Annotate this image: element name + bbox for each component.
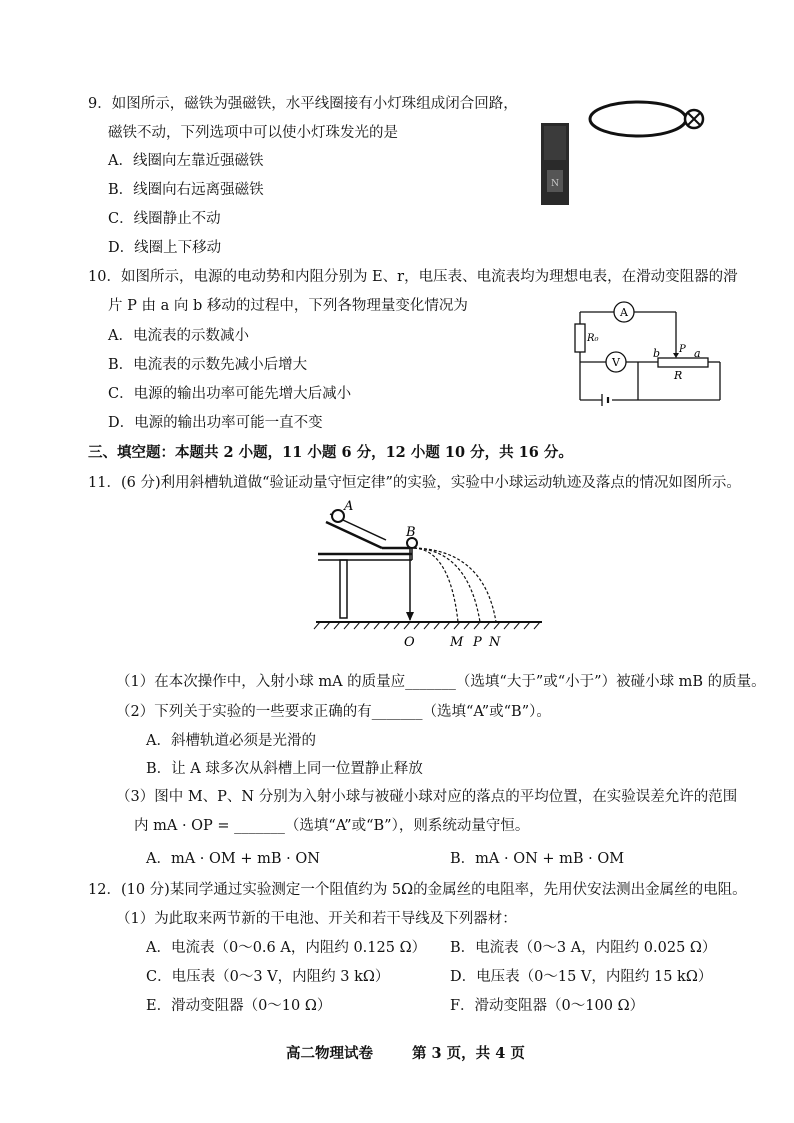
q12-option-c: C．电压表（0～3 V，内阻约 3 kΩ） [146,969,390,985]
p-label: P [679,344,686,355]
q12-option-a: A．电流表（0～0.6 A，内阻约 0.125 Ω） [146,940,427,956]
q9-option-a: A．线圈向左靠近强磁铁 [108,153,264,169]
label-a: A [344,499,354,514]
q10-option-d: D．电源的输出功率可能一直不变 [108,415,323,431]
q10-stem-line2: 片 P 由 a 向 b 移动的过程中，下列各物理量变化情况为 [108,298,468,314]
trajectory-m [414,548,458,622]
q11-sub2: （2）下列关于实验的一些要求正确的有_______（选填“A”或“B”）。 [116,704,551,720]
q12-option-d: D．电压表（0～15 V，内阻约 15 kΩ） [450,969,713,985]
q10-option-b: B．电流表的示数先减小后增大 [108,357,308,373]
magnet-n-label: N [551,179,559,189]
q9-coil-figure [588,98,710,140]
q11-sub2-option-b: B．让 A 球多次从斜槽上同一位置静止释放 [146,761,423,777]
q9-magnet-figure [540,122,570,206]
q9-stem-line1: 9．如图所示，磁铁为强磁铁，水平线圈接有小灯珠组成闭合回路， [88,96,518,112]
label-b: B [406,525,416,540]
q10-stem-line1: 10．如图所示，电源的电动势和内阻分别为 E、r，电压表、电流表均为理想电表，在滑动变阻器的滑 [88,269,738,285]
a-label: a [694,347,701,360]
q11-sub3-option-a: A．mA · OM + mB · ON [146,851,320,867]
footer-title: 高二物理试卷 [286,1045,373,1062]
q11-sub2-option-a: A．斜槽轨道必须是光滑的 [146,733,316,749]
q11-sub1: （1）在本次操作中，入射小球 mA 的质量应_______（选填“大于”或“小于”）被碰小球 mB 的质量。 [116,674,766,690]
voltmeter-label: V [612,356,620,369]
q11-sub3-option-b: B．mA · ON + mB · OM [450,851,625,867]
q11-sub3-line1: （3）图中 M、P、N 分别为入射小球与被碰小球对应的落点的平均位置，在实验误差允许的范围 [116,789,738,805]
q12-stem: 12．(10 分)某同学通过实验测定一个阻值约为 5Ω的金属丝的电阻率，先用伏安法测出金属丝的电阻。 [88,882,747,898]
r-label: R [674,369,683,382]
label-o: O [404,635,415,650]
q11-chute-figure [310,498,550,650]
r0-label: R₀ [587,333,599,344]
q11-sub3-line2: 内 mA · OP = _______（选填“A”或“B”），则系统动量守恒。 [134,818,530,834]
trajectory-n [414,548,496,622]
b-label: b [653,347,661,360]
q12-option-f: F．滑动变阻器（0～100 Ω） [450,998,645,1014]
label-m: M [450,635,464,650]
ammeter-label: A [620,306,628,319]
q10-option-c: C．电源的输出功率可能先增大后减小 [108,386,352,402]
q9-option-d: D．线圈上下移动 [108,240,222,256]
q9-option-c: C．线圈静止不动 [108,211,221,227]
q12-sub1: （1）为此取来两节新的干电池、开关和若干导线及下列器材： [116,911,517,927]
q12-option-b: B．电流表（0～3 A，内阻约 0.025 Ω） [450,940,717,956]
label-p: P [473,635,482,650]
trajectory-p [414,548,480,622]
section-3-heading: 三、填空题：本题共 2 小题，11 小题 6 分，12 小题 10 分，共 16 分。 [88,444,573,461]
q12-option-e: E．滑动变阻器（0～10 Ω） [146,998,332,1014]
coil-loop [590,102,686,136]
q10-circuit-diagram [568,300,728,412]
q11-stem: 11．(6 分)利用斜槽轨道做“验证动量守恒定律”的实验，实验中小球运动轨迹及落点的情况如图所示。 [88,475,741,491]
q9-option-b: B．线圈向右远离强磁铁 [108,182,264,198]
q10-option-a: A．电流表的示数减小 [108,328,249,344]
ball-a-icon [332,510,344,522]
q9-stem-line2: 磁铁不动，下列选项中可以使小灯珠发光的是 [108,125,398,141]
label-n: N [489,635,501,650]
footer-page-number: 第 3 页，共 4 页 [412,1045,525,1062]
